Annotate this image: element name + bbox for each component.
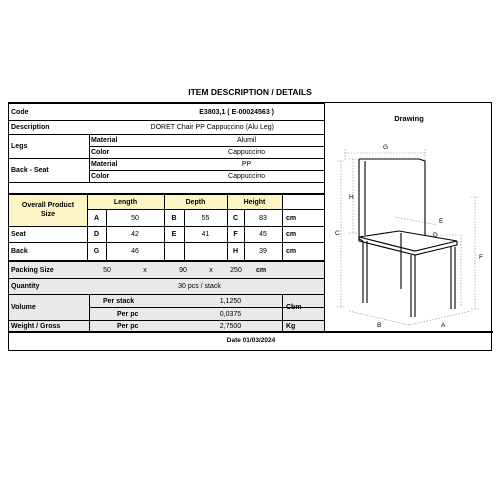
dim-value-c: 83	[259, 214, 267, 222]
back-seat-color-label: Color	[91, 173, 110, 180]
drawing-letter-f: F	[479, 254, 483, 261]
overall-size-label	[9, 196, 87, 224]
weight-per-pc-label: Per pc	[117, 322, 139, 330]
code-value: E3803,1 ( E-00024563 )	[199, 108, 274, 116]
dim-value-g: 46	[131, 248, 139, 255]
back-seat-material-label: Material	[91, 161, 118, 168]
dim-key-b: B	[171, 214, 177, 222]
drawing-letter-b: B	[377, 322, 382, 329]
overall-unit: cm	[286, 214, 297, 222]
description-value: DORET Chair PP Cappuccino (Alu Leg)	[150, 124, 274, 131]
drawing-letter-e: E	[439, 218, 444, 225]
dim-key-h: H	[232, 248, 239, 255]
dim-key-f: F	[233, 231, 238, 238]
legs-color-value: Cappuccino	[228, 149, 265, 156]
packing-dim-3: 250	[230, 266, 242, 274]
drawing-letter-g: G	[383, 144, 389, 151]
page-title: ITEM DESCRIPTION / DETAILS	[188, 87, 312, 97]
dim-value-d: 42	[131, 231, 139, 238]
weight-label: Weight / Gross	[11, 322, 61, 330]
drawing-label: Drawing	[394, 114, 424, 124]
packing-x-2: x	[209, 266, 213, 274]
seat-label: Seat	[11, 231, 26, 238]
dim-value-h: 39	[259, 248, 267, 255]
packing-size-label: Packing Size	[11, 266, 54, 274]
dim-key-e: E	[171, 231, 177, 238]
volume-per-stack-label: Per stack	[103, 297, 135, 305]
legs-color-label: Color	[91, 149, 110, 156]
description-label: Description	[11, 124, 50, 131]
drawing-letter-h: H	[349, 194, 354, 201]
legs-label: Legs	[11, 143, 28, 150]
dim-value-f: 45	[259, 231, 267, 238]
drawing-letter-d: D	[433, 232, 438, 239]
dim-key-g: G	[93, 248, 100, 255]
date-stamp: Date 01/03/2024	[226, 337, 276, 345]
dim-key-a: A	[93, 214, 100, 222]
back-unit: cm	[286, 248, 297, 255]
dim-value-b: 55	[201, 214, 210, 222]
seat-unit: cm	[286, 231, 297, 238]
weight-value: 2,7500	[219, 322, 242, 330]
drawing-letter-a: A	[441, 322, 446, 329]
legs-material-label: Material	[91, 137, 118, 144]
legs-material-value: Alumil	[236, 137, 257, 144]
packing-unit: cm	[255, 266, 267, 274]
back-seat-color-value: Cappuccino	[228, 173, 265, 180]
overall-label-line-1: Overall Product	[21, 201, 75, 209]
weight-unit: Kg	[286, 322, 296, 330]
back-seat-material-value: PP	[241, 161, 252, 168]
packing-dim-2: 90	[179, 266, 187, 274]
back-label: Back	[11, 248, 28, 255]
depth-header: Depth	[185, 198, 206, 206]
packing-dim-1: 50	[103, 266, 111, 274]
quantity-label: Quantity	[11, 283, 40, 290]
dim-value-a: 50	[131, 214, 139, 222]
quantity-value: 30 pcs / stack	[178, 283, 221, 290]
chair-drawing	[329, 139, 489, 331]
volume-unit: Cbm	[286, 304, 302, 311]
height-header: Height	[243, 198, 266, 206]
overall-label-line-2: Size	[40, 211, 55, 218]
volume-per-stack-value: 1,1250	[219, 297, 242, 305]
packing-x-1: x	[143, 266, 147, 274]
dim-key-c: C	[232, 214, 239, 222]
length-header: Length	[113, 198, 138, 206]
code-label: Code	[11, 108, 29, 116]
dim-value-e: 41	[201, 231, 210, 238]
volume-label: Volume	[11, 304, 36, 311]
spec-table	[8, 102, 492, 351]
drawing-letter-c: C	[335, 230, 340, 237]
dim-key-d: D	[93, 231, 100, 238]
volume-per-pc-label: Per pc	[117, 310, 139, 318]
back-seat-label: Back - Seat	[11, 167, 49, 174]
volume-per-pc-value: 0,0375	[219, 310, 242, 318]
